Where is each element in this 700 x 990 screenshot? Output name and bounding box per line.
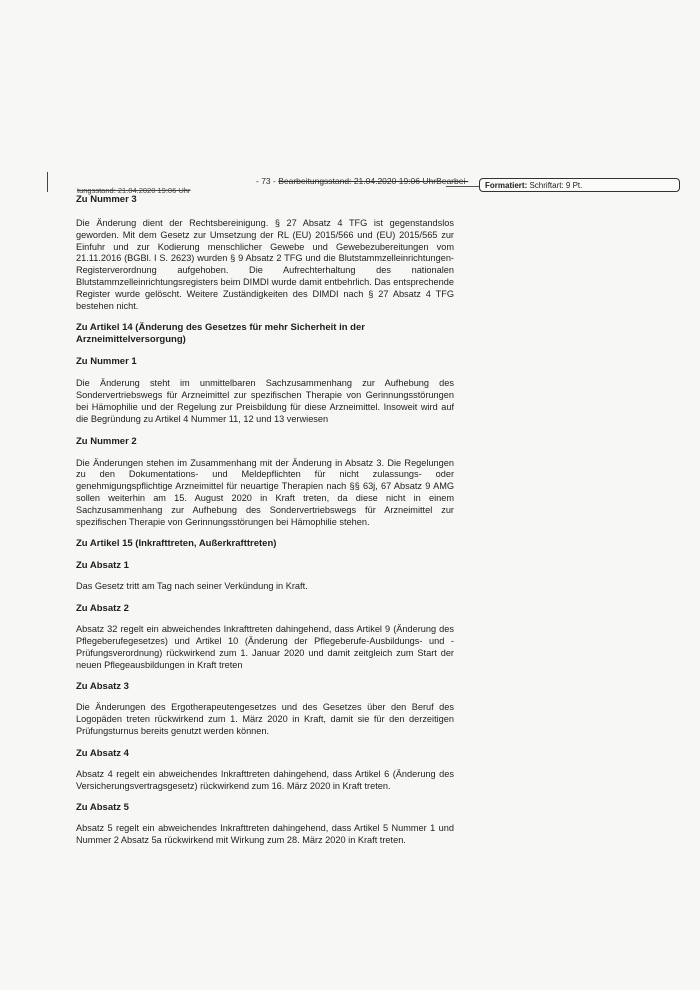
section-paragraph: Die Änderungen des Ergotherapeutengesetzes und des Gesetzes über den Beruf des Logopäden treten rückwirkend zum 1. März 2020 in Kraft, damit sie für den derzeitigen Prüfungsturnus bereits genutzt werden können. xyxy=(76,702,454,736)
document-body xyxy=(76,194,454,847)
section-artikel-15 xyxy=(76,538,454,550)
deleted-status: Bearbeitungsstand: 21.04.2020 19:06 Uhr xyxy=(278,176,437,186)
change-bar xyxy=(47,172,48,192)
section-heading: Zu Absatz 5 xyxy=(76,802,129,814)
page-number: - 73 - xyxy=(256,176,276,186)
section-absatz-4 xyxy=(76,748,454,793)
comment-label: Formatiert: xyxy=(485,181,528,190)
section-heading: Zu Absatz 2 xyxy=(76,603,129,615)
section-absatz-5 xyxy=(76,802,454,847)
section-artikel-14 xyxy=(76,322,454,346)
section-paragraph: Absatz 32 regelt ein abweichendes Inkrafttreten dahingehend, dass Artikel 9 (Änderung des Pflegeberufegesetzes) und Artikel 10 (Änderung der Pflegeberufe-Ausbildungs- und -Prüfungsverordnung) rückwirkend zum 1. Januar 2020 und damit zeitgleich zum Start der neuen Pflegeausbildungen in Kraft treten xyxy=(76,624,454,670)
section-heading: Zu Nummer 1 xyxy=(76,356,137,368)
section-heading: Zu Artikel 15 (Inkrafttreten, Außerkrafttreten) xyxy=(76,538,277,550)
section-paragraph: Die Änderung dient der Rechtsbereinigung. § 27 Absatz 4 TFG ist gegenstandslos geworden. Mit dem Gesetz zur Umsetzung der RL (EU) 2015/566 und (EU) 2015/565 zur Einfuhr und zur Kodierung menschlicher Gewebe und Gewebezubereitungen vom 21.11.2016 (BGBl. I S. 2623) wurden § 9 Absatz 2 TFG und die Blutstammzelleinrichtungen-Registerverordnung aufgehoben. Die Aufrechterhaltung des nationalen Blutstammzelleinrichtungsregisters beim DIMDI wurde damit entbehrlich. Das entsprechende Register wurde gelöscht. Weitere Zuständigkeiten des DIMDI nach § 27 Absatz 4 TFG bestehen nicht. xyxy=(76,218,454,311)
section-paragraph: Das Gesetz tritt am Tag nach seiner Verkündung in Kraft. xyxy=(76,581,308,592)
comment-text: Schriftart: 9 Pt. xyxy=(529,181,583,190)
section-nummer-1 xyxy=(76,356,454,425)
section-heading: Zu Nummer 2 xyxy=(76,435,137,447)
section-absatz-3 xyxy=(76,681,454,737)
section-nummer-2 xyxy=(76,436,454,529)
section-absatz-2 xyxy=(76,603,454,671)
section-paragraph: Die Änderung steht im unmittelbaren Sachzusammenhang zur Aufhebung des Sondervertriebswegs für Arzneimittel zur spezifischen Therapie von Gerinnungsstörungen bei Hämophilie und der Regelung zur Preisbildung für diese Arzneimittel. Insoweit wird auf die Begründung zu Artikel 4 Nummer 11, 12 und 13 verwiesen xyxy=(76,378,454,424)
section-paragraph: Absatz 4 regelt ein abweichendes Inkrafttreten dahingehend, dass Artikel 6 (Änderung des Versicherungsvertragsgesetz) rückwirkend zum 16. März 2020 in Kraft treten. xyxy=(76,768,454,791)
section-absatz-1 xyxy=(76,560,454,593)
section-paragraph: Die Änderungen stehen im Zusammenhang mit der Änderung in Absatz 3. Die Regelungen zu den Dokumentations- und Meldepflichten für nicht zulassungs- oder genehmigungspflichtige Arzneimittel für neuartige Therapien nach §§ 63j, 67 Absatz 9 AMG sollen weiterhin am 15. August 2020 in Kraft treten, da diese nicht in einem Sachzusammenhang zur Aufhebung des Sondervertriebswegs für Arzneimittel zur spezifischen Therapie von Gerinnungsstörungen bei Hämophilie stehen. xyxy=(76,457,454,527)
deleted-suffix: Bearbei- xyxy=(436,176,469,186)
section-heading: Zu Absatz 4 xyxy=(76,747,129,759)
section-paragraph: Absatz 5 regelt ein abweichendes Inkrafttreten dahingehend, dass Artikel 5 Nummer 1 und Nummer 2 Absatz 5a rückwirkend mit Wirkung zum 28. März 2020 in Kraft treten. xyxy=(76,823,454,846)
section-heading: Zu Nummer 3 xyxy=(76,194,137,205)
format-comment-balloon[interactable] xyxy=(479,178,680,192)
section-heading: Zu Absatz 3 xyxy=(76,681,129,693)
section-nummer-3 xyxy=(76,194,454,312)
comment-connector xyxy=(446,186,480,187)
deleted-status-line: tungsstand: 21.04.2020 19:06 Uhr xyxy=(77,186,191,195)
section-heading: Zu Absatz 1 xyxy=(76,560,129,572)
section-heading: Zu Artikel 14 (Änderung des Gesetzes für mehr Sicherheit in der Arzneimittelversorgung) xyxy=(76,322,365,346)
page-header xyxy=(256,176,468,186)
